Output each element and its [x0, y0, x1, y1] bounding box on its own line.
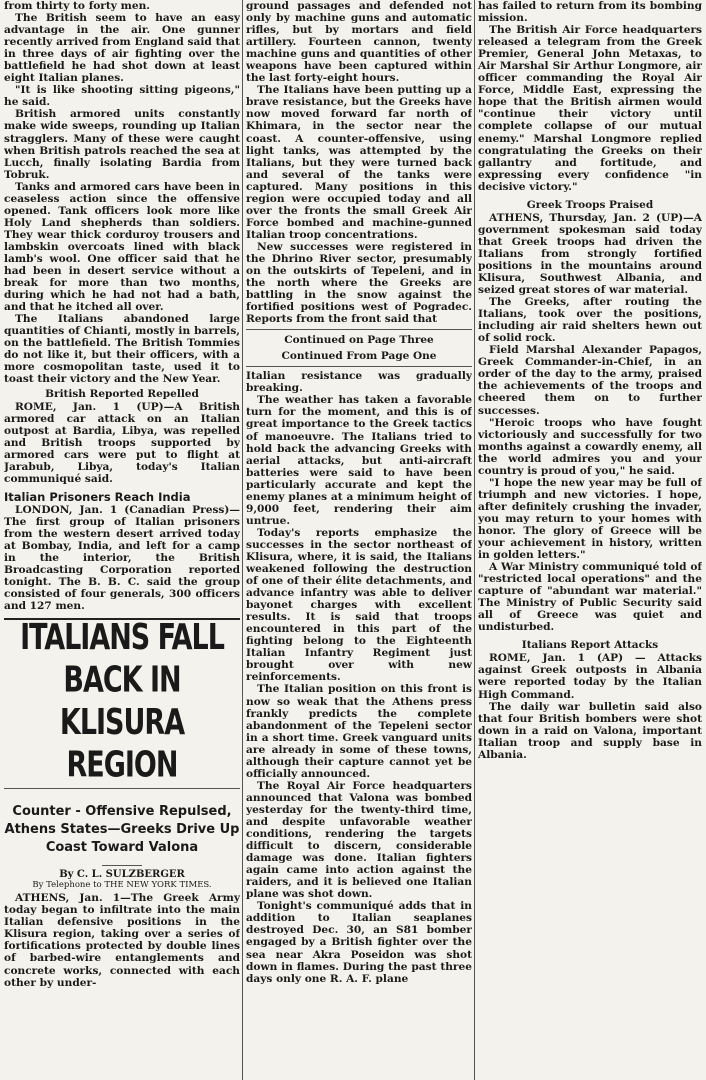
subhead-italians-report-attacks: Italians Report Attacks: [521, 639, 659, 652]
paragraph: Today's reports emphasize the successes in the sector northeast of Klisura, where, it is said, the Italians weakened following the destruction of one of their élite detachments, and advance infantry was able to deliver bayonet charges with excellent results. It is said that troops encountered in this part of the fighting belong to the Eighteenth Italian Infantry Regiment just brought over with new reinforcements.: [246, 526, 472, 684]
column-3: [478, 0, 702, 1080]
paragraph: from thirty to forty men.: [4, 0, 150, 12]
paragraph: ATHENS, Thursday, Jan. 2 (UP)—A government spokesman said today that Greek troops had driven the Italians from strongly fortified positions in the mountains around Klisura, Southwest Albania, and seized great stores of war material.: [478, 211, 702, 297]
paragraph: A War Ministry communiqué told of "restricted local operations" and the capture of "abundant war material." The Ministry of Public Security said all of Greece was quiet and undisturbed.: [478, 561, 702, 634]
byline: By C. L. SULZBERGER: [59, 869, 185, 881]
byline-note: By Telephone to THE NEW YORK TIMES.: [32, 880, 212, 891]
continuation-block: [246, 329, 472, 367]
paragraph: has failed to return from its bombing mission.: [478, 0, 702, 25]
divider: [102, 865, 142, 866]
paragraph: "It is like shooting sitting pigeons," he said.: [4, 84, 240, 109]
paragraph: ATHENS, Jan. 1—The Greek Army today began to infiltrate into the main Italian defensive positions in the Klisura region, taking over a series of fortifications protected by double lines of barbed-wire entanglements and concrete works, connected with each other by under-: [4, 892, 240, 989]
paragraph: The daily war bulletin said also that four British bombers were shot down in a raid on Valona, important Italian troop and supply base in Albania.: [478, 700, 702, 761]
paragraph: New successes were registered in the Dhrino River sector, presumably on the outskirts of Tepeleni, and in the north where the Greeks are battling in the snow against the fortified positions west of Pogradec. Reports from the front said that: [246, 240, 472, 326]
paragraph: "I hope the new year may be full of triumph and new victories. I hope, after definitely crushing the invader, you may return to your homes with honor. The glory of Greece will be your achievement in history, written in golden letters.": [478, 476, 702, 562]
paragraph: The weather has taken a favorable turn for the moment, and this is of great importance to the Greek tactics of manoeuvre. The Italians tried to hold back the advancing Greeks with aerial attacks, but anti-aircraft batteries were said to have been particularly accurate and kept the enemy planes at a minimum height of 9,000 feet, rendering their aim untrue.: [246, 394, 472, 527]
column-2: [246, 0, 472, 1080]
subhead-greek-troops-praised: Greek Troops Praised: [526, 198, 654, 211]
column-rule-2: [474, 0, 475, 1080]
continued-from-label: Continued From Page One: [281, 350, 437, 363]
paragraph: ROME, Jan. 1 (AP) — Attacks against Greek outposts in Albania were reported today by the Italian High Command.: [478, 652, 702, 701]
paragraph: Tanks and armored cars have been in ceaseless action since the offensive opened. Tank officers look more like Holy Land shepherds than soldiers. They wear thick corduroy trousers and lambskin overcoats lined with black lamb's wool. One officer said that he had been in desert service without a break for more than two months, during which he had not had a bath, and that he itched all over.: [4, 180, 240, 314]
paragraph: Field Marshal Alexander Papagos, Greek Commander-in-Chief, in an order of the day to the army, praised the achievements of the troops and cheered them on to further successes.: [478, 344, 702, 417]
paragraph: ROME, Jan. 1 (UP)—A British armored car attack on an Italian outpost at Bardia, Libya, was repelled and British troops supported by armored cars were put to flight at Jarabub, Libya, today's Italian communiqué said.: [4, 400, 240, 485]
paragraph: The British Air Force headquarters released a telegram from the Greek Premier, General John Metaxas, to Air Marshal Sir Arthur Longmore, air officer commanding the Royal Air Force, Middle East, expressing the hope that the British airmen would "continue their victory until complete collapse of our mutual enemy." Marshal Longmore replied congratulating the Greeks on their gallantry and fortitude, and expressing every confidence "in decisive victory.": [478, 24, 702, 193]
paragraph: "Heroic troops who have fought victoriously and successfully for two months against a cowardly enemy, all the world admires you and your country is proud of you," he said.: [478, 416, 702, 477]
main-headline: ITALIANS FALL BACK IN KLISURA REGION: [20, 617, 224, 787]
paragraph: ground passages and defended not only by machine guns and automatic rifles, but by mortars and field artillery. Fourteen cannon, twenty machine guns and quantities of other weapons have been captured within the last forty-eight hours.: [246, 0, 472, 85]
sub-headline: Counter - Offensive Repulsed, Athens States—Greeks Drive Up Coast Toward Valona: [4, 804, 240, 856]
column-1: [4, 0, 240, 1080]
paragraph: LONDON, Jan. 1 (Canadian Press)—The first group of Italian prisoners from the western desert arrived today at Bombay, India, and left for a camp in the interior, the British Broadcasting Corporation reported tonight. The B. B. C. said the group consisted of four generals, 300 officers and 127 men.: [4, 503, 240, 613]
paragraph: The Italian position on this front is now so weak that the Athens press frankly predicts the complete abandonment of the Tepeleni sector in a short time. Greek vanguard units are already in some of these towns, although their capture cannot yet be officially announced.: [246, 683, 472, 780]
subhead-british-repelled: British Reported Repelled: [45, 387, 199, 400]
column-rule-1: [242, 0, 243, 1080]
paragraph: The Italians abandoned large quantities of Chianti, mostly in barrels, on the battlefield. The British Tommies do not like it, but their officers, with a more cosmopolitan taste, used it to toast their victory and the New Year.: [4, 313, 240, 386]
continued-on-label: Continued on Page Three: [284, 334, 434, 347]
main-headline-block: [4, 618, 240, 789]
paragraph: The British seem to have an easy advantage in the air. One gunner recently arrived from England said that in three days of air fighting over the battlefield he had shot down at least eight Italian planes.: [4, 12, 240, 85]
paragraph: The Greeks, after routing the Italians, took over the positions, including air raid shelters hewn out of solid rock.: [478, 296, 702, 345]
paragraph: The Royal Air Force headquarters announced that Valona was bombed yesterday for the twenty-third time, and despite unfavorable weather conditions, rendering the targets difficult to discern, considerable damage was done. Italian fighters again came into action against the raiders, and it is believed one Italian plane was shot down.: [246, 779, 472, 901]
paragraph: Italian resistance was gradually breaking.: [246, 370, 472, 395]
paragraph: British armored units constantly make wide sweeps, rounding up Italian stragglers. Many of these were caught when British patrols reached the sea at Lucch, finally isolating Bardia from Tobruk.: [4, 108, 240, 181]
paragraph: Tonight's communiqué adds that in addition to Italian seaplanes destroyed Dec. 30, an S81 bomber engaged by a British fighter over the sea near Akra Poseidon was shot down in flames. During the past three days only one R. A. F. plane: [246, 900, 472, 985]
headline-prisoners-india: Italian Prisoners Reach India: [4, 489, 191, 504]
paragraph: The Italians have been putting up a brave resistance, but the Greeks have now moved forward far north of Khimara, in the sector near the coast. A counter-offensive, using light tanks, was attempted by the Italians, but they were turned back and several of the tanks were captured. Many positions in this region were occupied today and all over the fronts the small Greek Air Force bombed and machine-gunned Italian troop concentrations.: [246, 84, 472, 241]
